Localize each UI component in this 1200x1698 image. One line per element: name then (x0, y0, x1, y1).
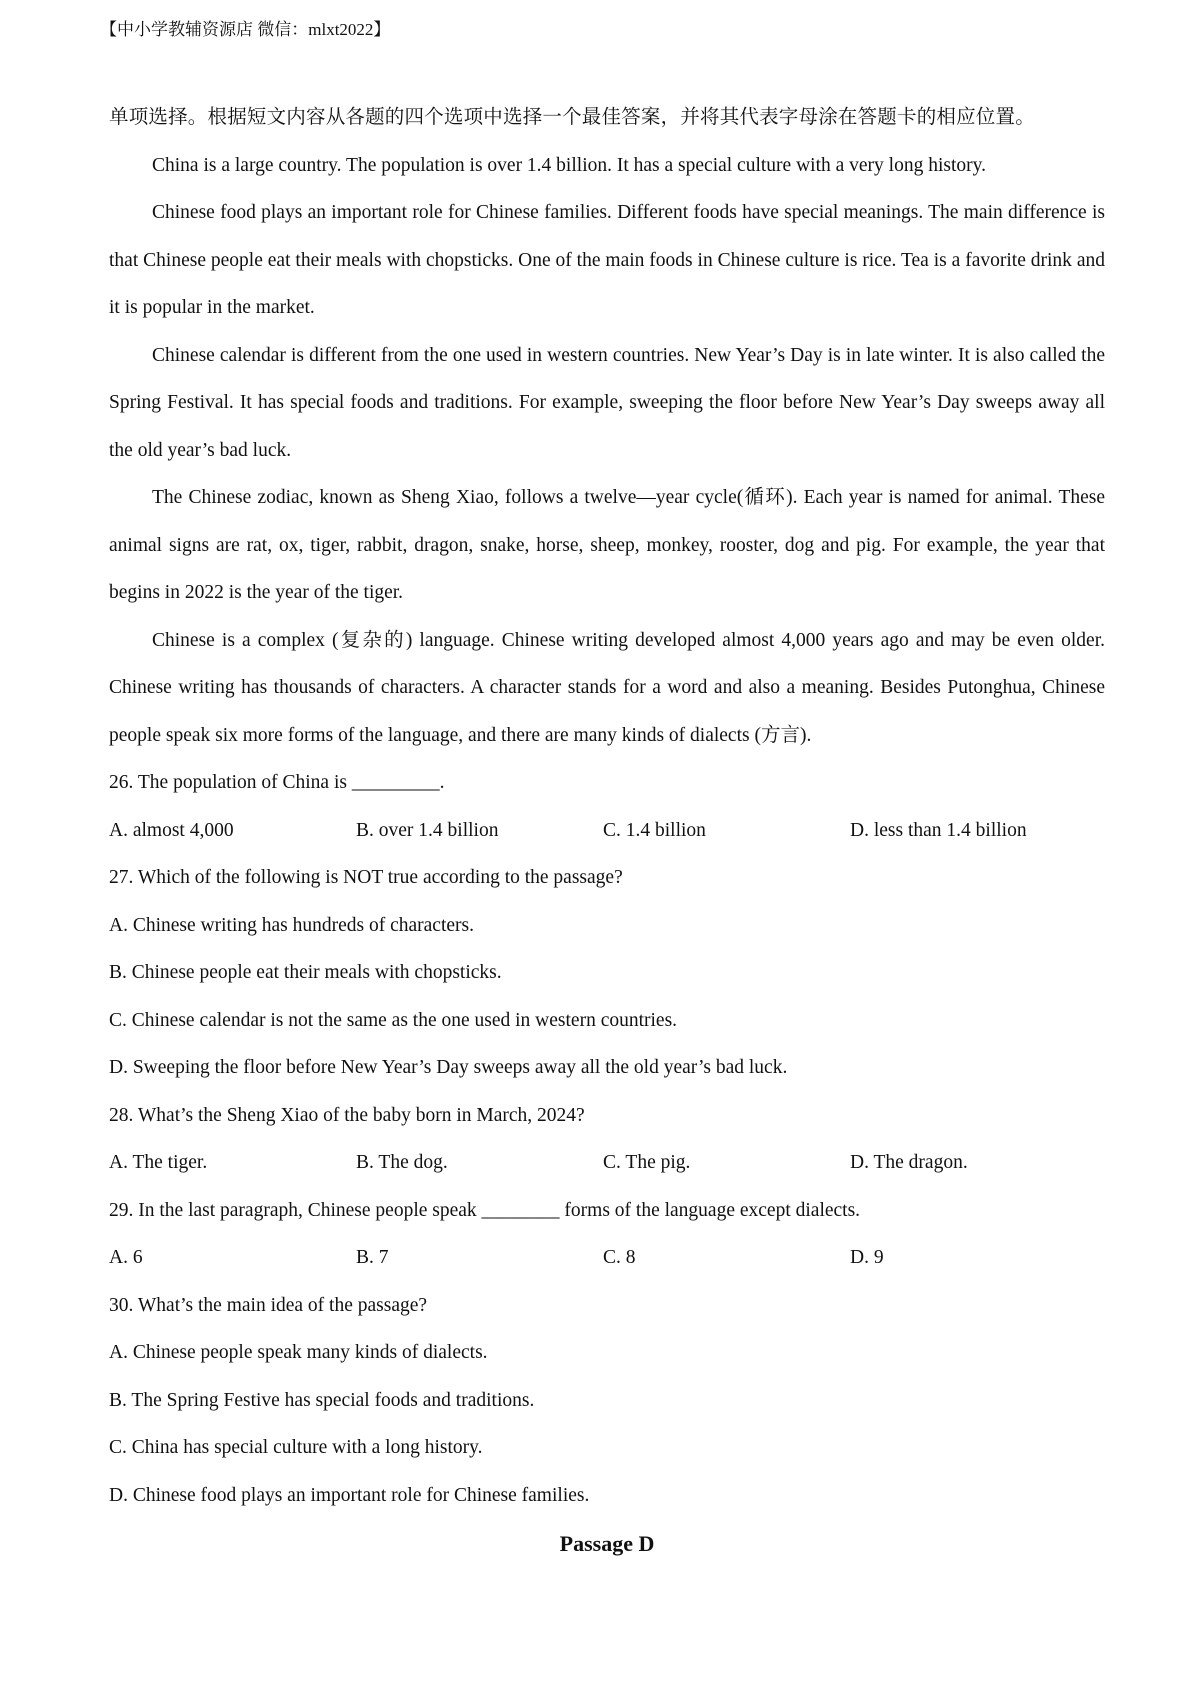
question-28-options (109, 1139, 1105, 1187)
question-29-options (109, 1234, 1105, 1282)
question-30-option-a: A. Chinese people speak many kinds of dialects. (109, 1342, 488, 1363)
page-header: 【中小学教辅资源店 微信：mlxt2022】 (100, 20, 391, 39)
instruction-text: 单项选择。根据短文内容从各题的四个选项中选择一个最佳答案，并将其代表字母涂在答题卡的相应位置。 (109, 107, 1035, 128)
question-29-option-d: D. 9 (850, 1247, 884, 1268)
question-28-option-b: B. The dog. (356, 1152, 448, 1173)
question-27-option-d: D. Sweeping the floor before New Year’s Day sweeps away all the old year’s bad luck. (109, 1057, 788, 1078)
question-26-option-d: D. less than 1.4 billion (850, 819, 1027, 841)
passage-paragraph-4: The Chinese zodiac, known as Sheng Xiao, follows a twelve—year cycle(循环). Each year is named for animal. These animal signs are rat, ox, tiger, rabbit, dragon, snake, horse, sheep, monkey, rooster, dog and pig. For example, the year that begins in 2022 is the year of the tiger. (109, 487, 1105, 603)
question-26-options (109, 807, 1105, 855)
question-28-option-d: D. The dragon. (850, 1152, 968, 1173)
question-26-option-b: B. over 1.4 billion (356, 819, 499, 841)
question-28-stem: 28. What’s the Sheng Xiao of the baby born in March, 2024? (109, 1104, 585, 1126)
question-30-option-c: C. China has special culture with a long history. (109, 1437, 483, 1458)
question-29-option-c: C. 8 (603, 1247, 636, 1268)
question-30-option-b: B. The Spring Festive has special foods and traditions. (109, 1389, 535, 1411)
question-30-option-d: D. Chinese food plays an important role for Chinese families. (109, 1484, 590, 1506)
question-27-stem: 27. Which of the following is NOT true according to the passage? (109, 867, 623, 888)
question-26-option-c: C. 1.4 billion (603, 819, 706, 841)
passage-paragraph-3: Chinese calendar is different from the one used in western countries. New Year’s Day is in late winter. It is also called the Spring Festival. It has special foods and traditions. For example, sweeping the floor before New Year’s Day sweeps away all the old year’s bad luck. (109, 344, 1105, 461)
passage-paragraph-5: Chinese is a complex (复杂的) language. Chinese writing developed almost 4,000 years ago and may be even older. Chinese writing has thousands of characters. A character stands for a word and also a meaning. Besides Putonghua, Chinese people speak six more forms of the language, and there are many kinds of dialects (方言). (109, 629, 1105, 746)
question-27-option-a: A. Chinese writing has hundreds of characters. (109, 914, 474, 936)
question-28-option-c: C. The pig. (603, 1152, 691, 1173)
question-26-stem: 26. The population of China is _________. (109, 772, 445, 793)
document-content (109, 94, 1105, 1569)
question-29-option-a: A. 6 (109, 1247, 143, 1268)
question-27-option-c: C. Chinese calendar is not the same as the one used in western countries. (109, 1009, 678, 1031)
passage-paragraph-1: China is a large country. The population is over 1.4 billion. It has a special culture with a very long history. (152, 154, 986, 176)
passage-paragraph-2: Chinese food plays an important role for Chinese families. Different foods have special meanings. The main difference is that Chinese people eat their meals with chopsticks. One of the main foods in Chinese culture is rice. Tea is a favorite drink and it is popular in the market. (109, 202, 1105, 318)
question-28-option-a: A. The tiger. (109, 1152, 208, 1173)
question-29-stem: 29. In the last paragraph, Chinese people speak ________ forms of the language except dialects. (109, 1199, 861, 1221)
question-26-option-a: A. almost 4,000 (109, 819, 234, 841)
question-30-stem: 30. What’s the main idea of the passage? (109, 1294, 428, 1316)
question-29-option-b: B. 7 (356, 1247, 389, 1268)
passage-d-title: Passage D (559, 1531, 655, 1556)
question-27-option-b: B. Chinese people eat their meals with chopsticks. (109, 962, 502, 983)
